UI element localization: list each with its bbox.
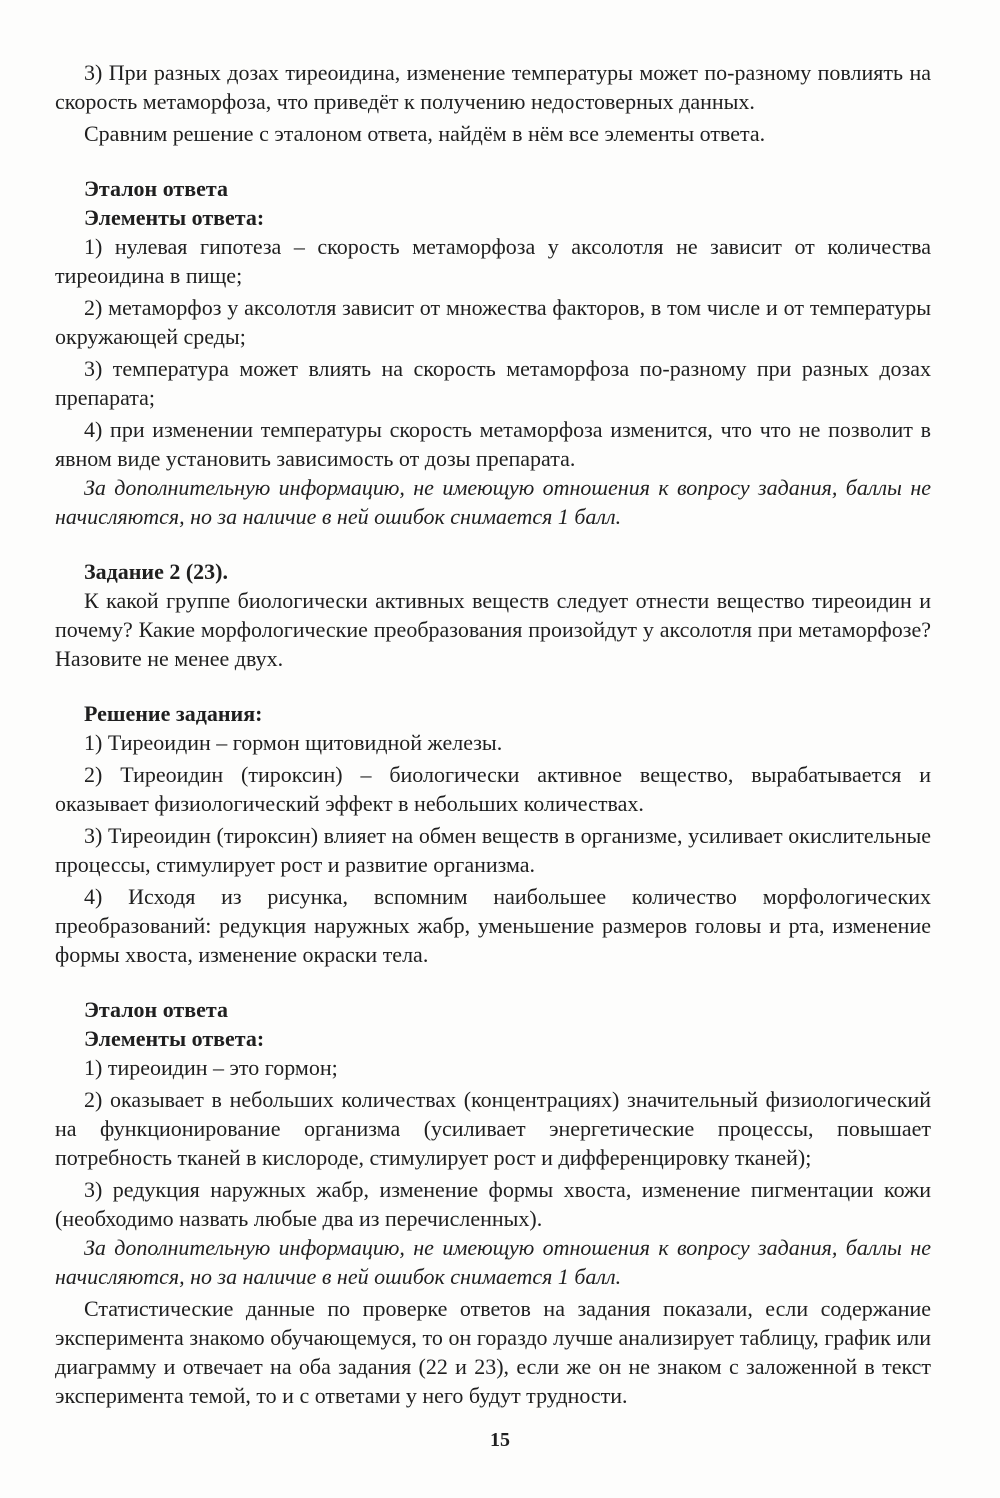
- task-2-text: К какой группе биологически активных веществ следует отнести вещество тиреоидин и почему? Какие морфологические преобразования произойдут у аксолотля при метаморфозе? Назовите не менее двух.: [55, 588, 931, 671]
- solution-item-1: 1) Тиреоидин – гормон щитовидной железы.: [84, 730, 503, 755]
- answer-2-note: За дополнительную информацию, не имеющую отношения к вопросу задания, баллы не начисляются, но за наличие в ней ошибок снимается 1 балл.: [55, 1235, 931, 1289]
- answer-2-item-1: 1) тиреоидин – это гормон;: [84, 1055, 338, 1080]
- task-2-title: Задание 2 (23).: [84, 559, 229, 584]
- page-content: [55, 58, 931, 1410]
- answer-2-subtitle: Элементы ответа:: [84, 1026, 265, 1051]
- page-number: 15: [490, 1429, 510, 1451]
- answer-1-item-1: 1) нулевая гипотеза – скорость метаморфоза у аксолотля не зависит от количества тиреоидина в пище;: [55, 234, 931, 288]
- answer-1-item-4: 4) при изменении температуры скорость метаморфоза изменится, что что не позволит в явном виде установить зависимость от дозы препарата.: [55, 417, 931, 471]
- answer-2-item-2: 2) оказывает в небольших количествах (концентрациях) значительный физиологический на функционирование организма (усиливает энергетические процессы, повышает потребность тканей в кислороде, стимулирует рост и дифференцировку тканей);: [55, 1087, 931, 1170]
- solution-item-3: 3) Тиреоидин (тироксин) влияет на обмен веществ в организме, усиливает окислительные процессы, стимулирует рост и развитие организма.: [55, 823, 931, 877]
- closing-paragraph: Статистические данные по проверке ответов на задания показали, если содержание эксперимента знакомо обучающемуся, то он гораздо лучше анализирует таблицу, график или диаграмму и отвечает на оба задания (22 и 23), если же он не знаком с заложенной в текст эксперимента темой, то и с ответами у него будут трудности.: [55, 1296, 931, 1408]
- answer-1-title: Эталон ответа: [84, 176, 228, 201]
- solution-item-4: 4) Исходя из рисунка, вспомним наибольшее количество морфологических преобразований: редукция наружных жабр, уменьшение размеров головы и рта, изменение формы хвоста, изменение окраски тела.: [55, 884, 931, 967]
- answer-1-item-2: 2) метаморфоз у аксолотля зависит от множества факторов, в том числе и от температуры окружающей среды;: [55, 295, 931, 349]
- intro-paragraph-2: Сравним решение с эталоном ответа, найдём в нём все элементы ответа.: [84, 121, 766, 146]
- solution-title: Решение задания:: [84, 701, 263, 726]
- answer-2-title: Эталон ответа: [84, 997, 228, 1022]
- answer-2-item-3: 3) редукция наружных жабр, изменение формы хвоста, изменение пигментации кожи (необходимо назвать любые два из перечисленных).: [55, 1177, 931, 1231]
- intro-paragraph-1: 3) При разных дозах тиреоидина, изменение температуры может по-разному повлиять на скорость метаморфоза, что приведёт к получению недостоверных данных.: [55, 60, 931, 114]
- answer-1-subtitle: Элементы ответа:: [84, 205, 265, 230]
- solution-item-2: 2) Тиреоидин (тироксин) – биологически активное вещество, вырабатывается и оказывает физиологический эффект в небольших количествах.: [55, 762, 931, 816]
- answer-1-item-3: 3) температура может влиять на скорость метаморфоза по-разному при разных дозах препарата;: [55, 356, 931, 410]
- answer-1-note: За дополнительную информацию, не имеющую отношения к вопросу задания, баллы не начисляются, но за наличие в ней ошибок снимается 1 балл.: [55, 475, 931, 529]
